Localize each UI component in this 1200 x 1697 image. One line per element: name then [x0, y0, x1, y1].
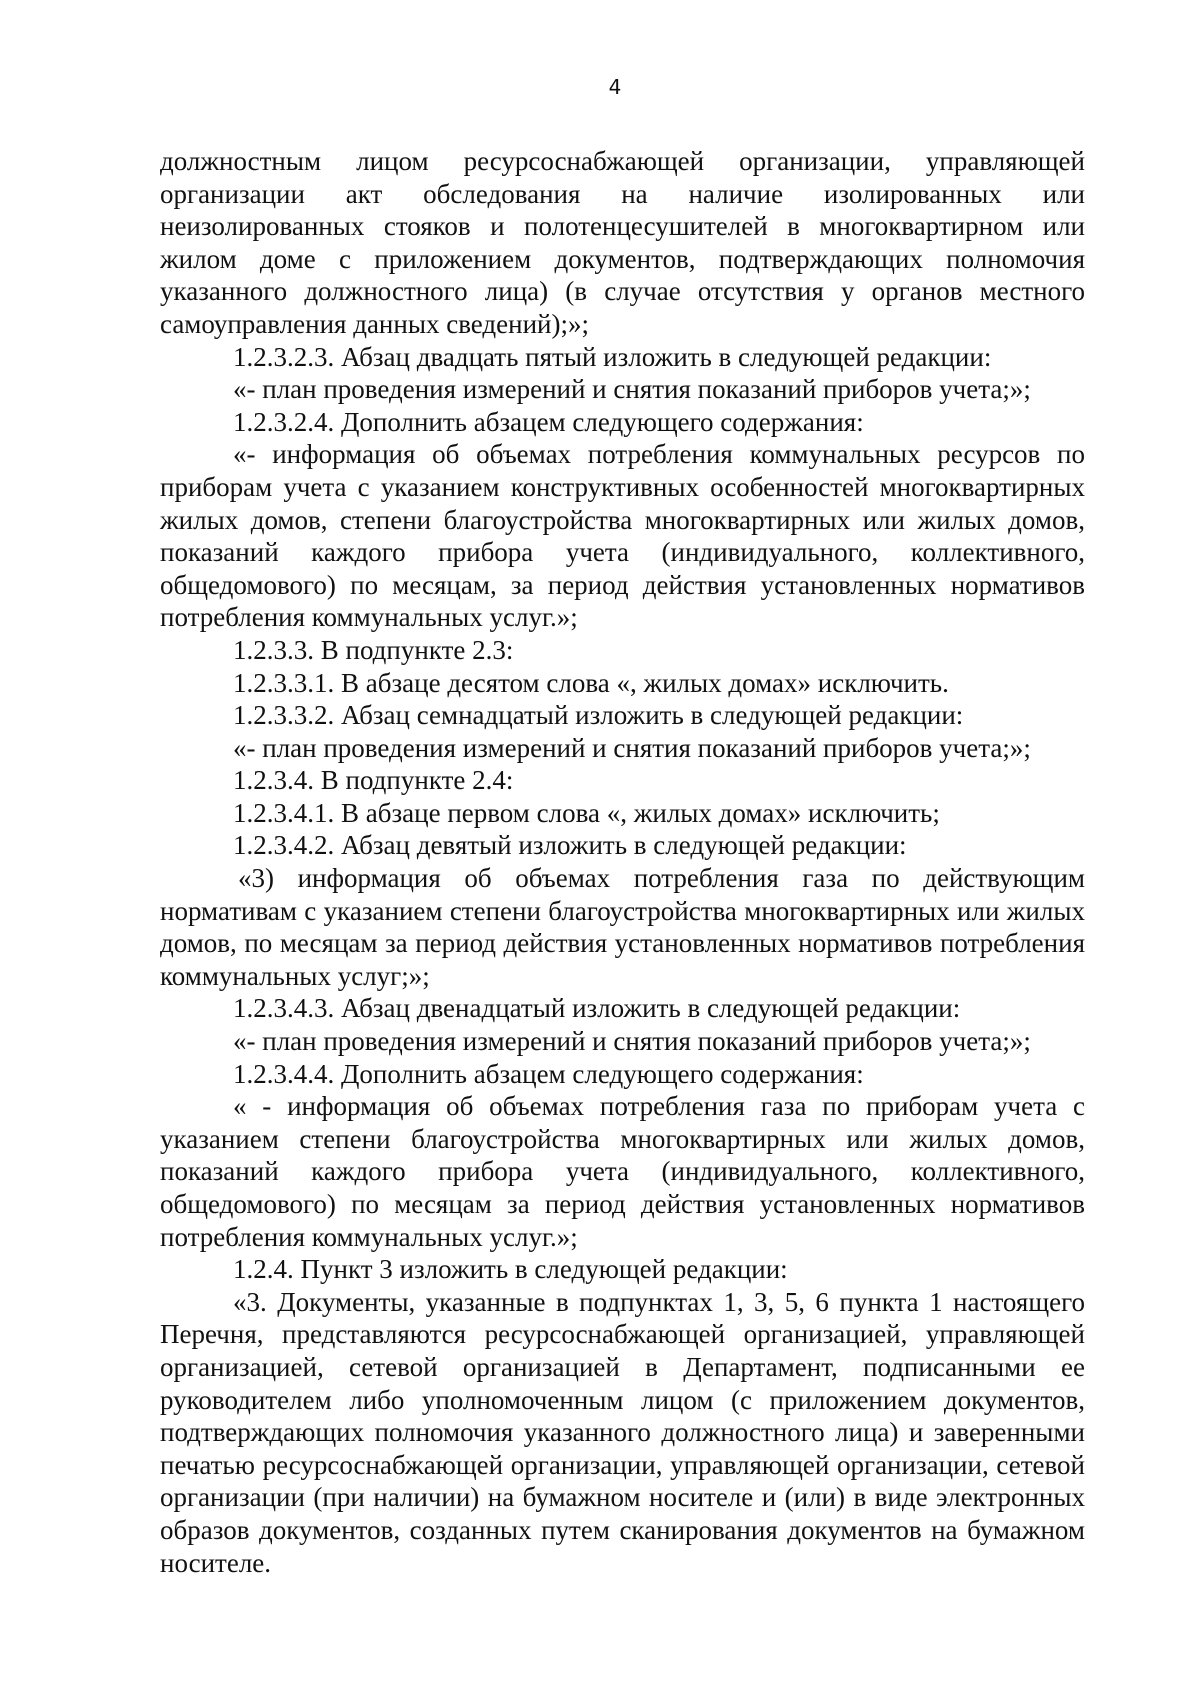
paragraph-item-1-2-4: 1.2.4. Пункт 3 изложить в следующей редакции:: [233, 1254, 788, 1285]
paragraph-item-1-2-3-4-4: 1.2.3.4.4. Дополнить абзацем следующего содержания:: [233, 1058, 864, 1089]
paragraph-item-1-2-3-4-1: 1.2.3.4.1. В абзаце первом слова «, жилых домах» исключить;: [233, 797, 940, 828]
paragraph-quote-plan: «- план проведения измерений и снятия показаний приборов учета;»;: [233, 374, 1031, 405]
paragraph-item-1-2-3-4-3: 1.2.3.4.3. Абзац двенадцатый изложить в следующей редакции:: [233, 993, 961, 1024]
page-number: 4: [608, 75, 622, 99]
paragraph-quote-plan-2: «- план проведения измерений и снятия показаний приборов учета;»;: [233, 732, 1031, 763]
paragraph-quote-gas-meters: « - информация об объемах потребления газа по приборам учета с указанием степени благоустройства многоквартирных или жилых домов, показаний каждого прибора учета (индивидуального, коллективного, общедомового) по месяцам за период действия установленных нормативов потребления коммунальных услуг.»;: [160, 1091, 1085, 1252]
paragraph-item-1-2-3-4-2: 1.2.3.4.2. Абзац девятый изложить в следующей редакции:: [233, 830, 907, 861]
paragraph-item-1-2-3-2-4: 1.2.3.2.4. Дополнить абзацем следующего содержания:: [233, 406, 864, 437]
paragraph-quote-item-3: «3. Документы, указанные в подпунктах 1, 3, 5, 6 пункта 1 настоящего Перечня, представляются ресурсоснабжающей организацией, управляющей организацией, сетевой организацией в Департамент, подписанными ее руководителем либо уполномоченным лицом (с приложением документов, подтверждающих полномочия указанного должностного лица) и заверенными печатью ресурсоснабжающей организации, управляющей организации, сетевой организации (при наличии) на бумажном носителе и (или) в виде электронных образов документов, созданных путем сканирования документов на бумажном носителе.: [160, 1286, 1085, 1578]
paragraph-item-1-2-3-4: 1.2.3.4. В подпункте 2.4:: [233, 765, 514, 796]
paragraph-item-1-2-3-3-2: 1.2.3.3.2. Абзац семнадцатый изложить в следующей редакции:: [233, 700, 964, 731]
document-body: [160, 145, 1085, 1579]
paragraph-quote-gas-norms: «3) информация об объемах потребления газа по действующим нормативам с указанием степени благоустройства многоквартирных или жилых домов, по месяцам за период действия установленных нормативов потребления коммунальных услуг;»;: [160, 863, 1085, 991]
paragraph-item-1-2-3-3-1: 1.2.3.3.1. В абзаце десятом слова «, жилых домах» исключить.: [233, 667, 949, 698]
paragraph-item-1-2-3-2-3: 1.2.3.2.3. Абзац двадцать пятый изложить в следующей редакции:: [233, 341, 992, 372]
paragraph-quote-plan-3: «- план проведения измерений и снятия показаний приборов учета;»;: [233, 1026, 1031, 1057]
paragraph-continuation: должностным лицом ресурсоснабжающей организации, управляющей организации акт обследования на наличие изолированных или неизолированных стояков и полотенцесушителей в многоквартирном или жилом доме с приложением документов, подтверждающих полномочия указанного должностного лица) (в случае отсутствия у органов местного самоуправления данных сведений);»;: [160, 146, 1085, 339]
paragraph-quote-resources-info: «- информация об объемах потребления коммунальных ресурсов по приборам учета с указанием конструктивных особенностей многоквартирных жилых домов, степени благоустройства многоквартирных или жилых домов, показаний каждого прибора учета (индивидуального, коллективного, общедомового) по месяцам, за период действия установленных нормативов потребления коммунальных услуг.»;: [160, 439, 1085, 633]
paragraph-item-1-2-3-3: 1.2.3.3. В подпункте 2.3:: [233, 634, 514, 665]
